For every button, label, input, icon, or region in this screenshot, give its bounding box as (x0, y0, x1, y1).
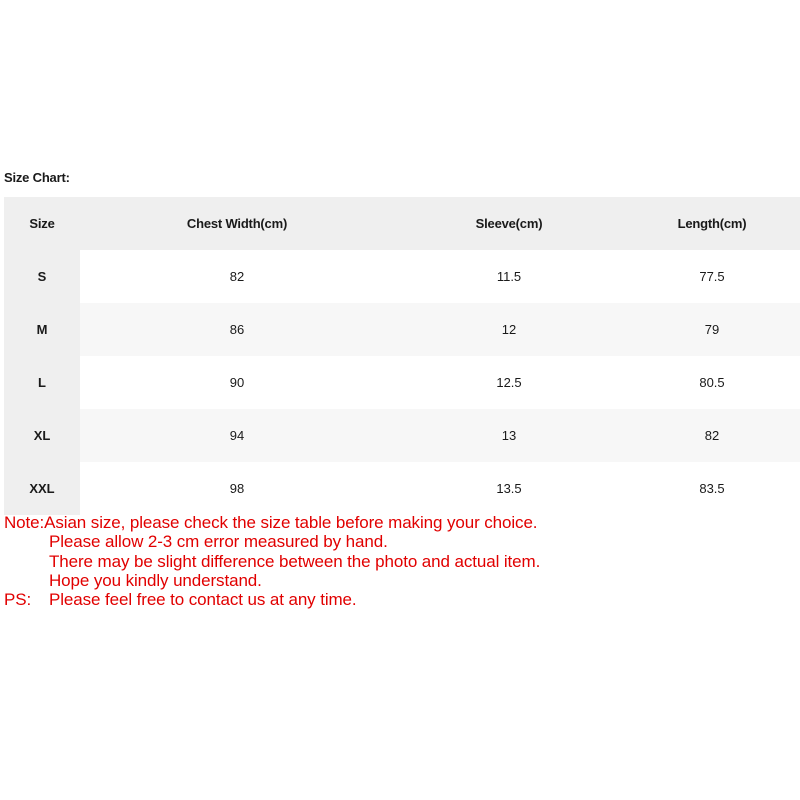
ps-label: PS: (4, 590, 32, 610)
note-line (4, 513, 540, 532)
table-row (4, 250, 800, 303)
table-row (4, 409, 800, 462)
length-cell: 77.5 (624, 250, 800, 303)
sleeve-cell: 12.5 (394, 356, 624, 409)
length-cell: 80.5 (624, 356, 800, 409)
size-table (4, 197, 800, 515)
chest-cell: 86 (80, 303, 394, 356)
note-text: There may be slight difference between the photo and actual item. (49, 551, 541, 571)
note-text: Please allow 2-3 cm error measured by hand. (49, 532, 388, 552)
ps-text: Please feel free to contact us at any time. (49, 590, 357, 610)
sleeve-cell: 12 (394, 303, 624, 356)
size-cell: XXL (4, 462, 80, 515)
table-row (4, 356, 800, 409)
table-row (4, 303, 800, 356)
size-cell: S (4, 250, 80, 303)
note-line (4, 552, 540, 571)
note-line (4, 571, 540, 590)
header-sleeve: Sleeve(cm) (394, 197, 624, 250)
table-row (4, 462, 800, 515)
sleeve-cell: 13 (394, 409, 624, 462)
sleeve-cell: 11.5 (394, 250, 624, 303)
ps-line (4, 590, 540, 609)
size-cell: XL (4, 409, 80, 462)
header-size: Size (4, 197, 80, 250)
length-cell: 79 (624, 303, 800, 356)
table-header-row (4, 197, 800, 250)
sleeve-cell: 13.5 (394, 462, 624, 515)
length-cell: 82 (624, 409, 800, 462)
note-line (4, 532, 540, 551)
size-cell: M (4, 303, 80, 356)
size-cell: L (4, 356, 80, 409)
chest-cell: 98 (80, 462, 394, 515)
note-label: Note: (4, 513, 45, 532)
size-notes (4, 513, 540, 609)
header-chest-width: Chest Width(cm) (80, 197, 394, 250)
chest-cell: 90 (80, 356, 394, 409)
note-text: Hope you kindly understand. (49, 570, 262, 590)
chest-cell: 94 (80, 409, 394, 462)
note-text: Asian size, please check the size table before making your choice. (44, 513, 538, 532)
header-length: Length(cm) (624, 197, 800, 250)
length-cell: 83.5 (624, 462, 800, 515)
chest-cell: 82 (80, 250, 394, 303)
size-chart-title: Size Chart: (4, 170, 70, 185)
